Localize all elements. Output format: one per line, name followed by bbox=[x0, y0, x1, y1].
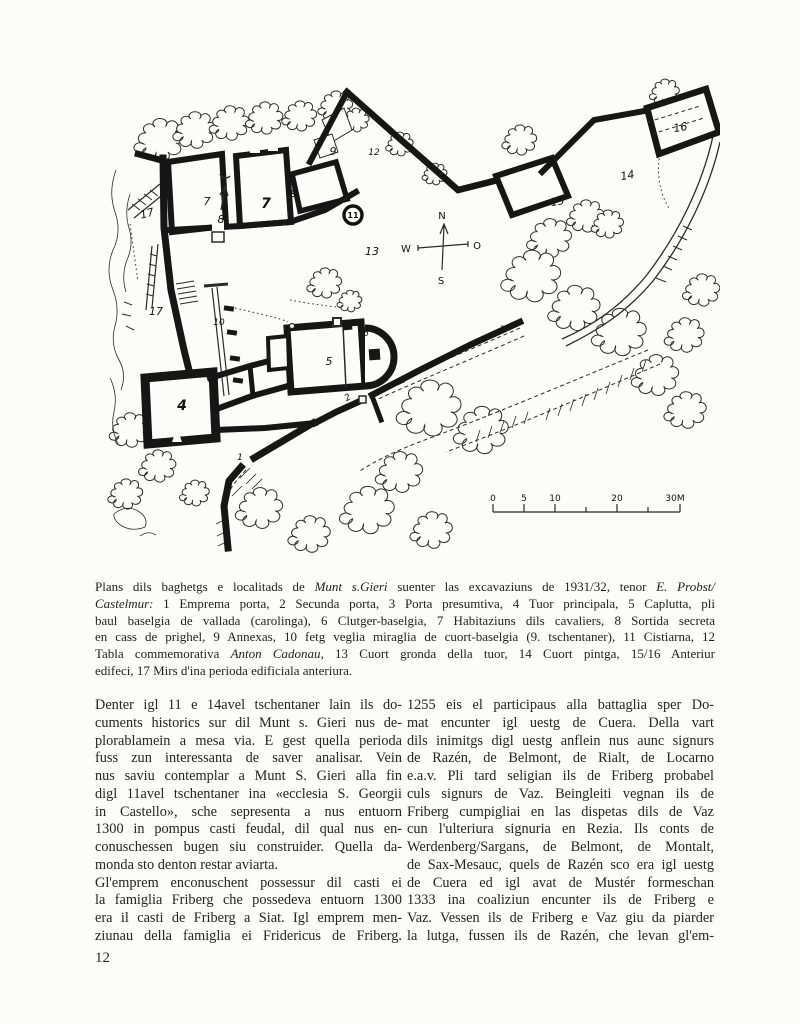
text-line: conuschessen bugen siu construider. Quella da- bbox=[95, 839, 402, 855]
site-plan-svg bbox=[100, 78, 720, 570]
label-exit-8: 8 bbox=[217, 213, 225, 226]
text-line: Plans dils baghetgs e localitads de Munt s.Gieri suenter las excavaziuns de 1931/32, tenor E. Probst/ bbox=[95, 579, 715, 594]
text-line: de Sax-Mesauc, quels de Razén sco era igl uestg bbox=[407, 856, 714, 873]
figure-caption bbox=[95, 579, 715, 680]
label-annex-9a: 9 bbox=[290, 187, 298, 200]
label-wall-17b: 17 bbox=[149, 305, 163, 318]
compass-east-label: O bbox=[473, 241, 481, 252]
compass-west-label: W bbox=[401, 244, 411, 255]
text-line: Vaz. Vessen ils de Friberg e Vaz giu da piarder bbox=[407, 910, 714, 926]
text-line: ziunau della famiglia ei Fridericus de Friberg. bbox=[95, 927, 402, 944]
label-court-14: 14 bbox=[619, 167, 636, 184]
scale-20-label: 20 bbox=[611, 494, 623, 504]
label-hab-7b: 7 bbox=[261, 196, 271, 212]
text-line: fuss zun interessanta de saver analisar. Vein bbox=[95, 750, 402, 767]
text-line: de Cuera ed igl avat de Mustér formeschan bbox=[407, 874, 714, 891]
scale-30-label: 30M bbox=[665, 494, 685, 504]
text-line: mat encunter igl uestg de Cuera. Della vart bbox=[407, 714, 714, 731]
text-line: Friberg cumpigliai en las dispetas dils de Vaz bbox=[407, 803, 714, 820]
text-line: de Razén, de Belmont, de Rialt, de Locarno bbox=[407, 750, 714, 767]
text-line: Gl'emprem enconuschent possessur dil casti ei bbox=[95, 874, 402, 891]
text-line: culs signurs de Vaz. Beingleiti vegnan ils de bbox=[407, 785, 714, 802]
label-gate-3: 3 bbox=[499, 325, 505, 335]
text-line: nus saviu contemplar a Munt S. Gieri alla fin bbox=[95, 768, 402, 784]
text-line: era il casti de Friberg a Siat. Igl emprem men- bbox=[95, 910, 402, 926]
body-column-right bbox=[407, 697, 714, 946]
text-line: Tabla commemorativa Anton Cadonau, 13 Cuort gronda della tuor, 14 Cuort pintga, 15/16 Anteriur bbox=[95, 646, 715, 662]
text-line: edifeci, 17 Mirs d'ina perioda edificiala anteriura. bbox=[95, 662, 353, 678]
scale-bar bbox=[490, 494, 684, 512]
text-line: en cass de prighel, 9 Annexas, 10 fetg veglia miraglia de cuort-baselgia (9. tschentaner), 11 Cistiarna, 12 bbox=[95, 629, 715, 645]
label-tabla-12: 12 bbox=[368, 148, 380, 158]
text-line: dils inimitgs digl uestg anflein nus aunc signurs bbox=[407, 732, 714, 749]
label-gate-1: 1 bbox=[237, 453, 243, 463]
text-line: cun l'ulteriura signuria en Rezia. Ils conts de bbox=[407, 821, 714, 838]
page-number: 12 bbox=[95, 950, 110, 966]
label-wall-10: 10 bbox=[213, 318, 225, 328]
site-plan-figure bbox=[100, 78, 720, 570]
label-gate-2: 2 bbox=[343, 392, 353, 405]
chapel-annex bbox=[268, 336, 289, 370]
scale-0-label: 0 bbox=[490, 494, 496, 504]
text-line: 1255 eis el participaus alla battaglia sper Do- bbox=[407, 697, 714, 713]
compass-rose bbox=[401, 211, 481, 287]
text-line: digl 11avel tschentaner ina «ecclesia S. Georgii bbox=[95, 785, 402, 802]
text-line: plorablamein a mesa via. E gest quella perioda bbox=[95, 732, 402, 749]
label-edifice-16: 16 bbox=[672, 119, 689, 136]
label-clutger-6: 6 bbox=[363, 329, 369, 339]
text-line: Werdenberg/Sargans, de Belmont, de Montalt, bbox=[407, 839, 714, 855]
text-line: la famiglia Friberg che possedeva entuorn 1300 bbox=[95, 892, 402, 909]
text-line: Castelmur: 1 Emprema porta, 2 Secunda porta, 3 Porta presumtiva, 4 Tuor principala, 5 Caplutta, pli bbox=[95, 595, 715, 611]
label-wall-17a: 17 bbox=[138, 205, 156, 222]
text-line: monda sto denton restar aviarta. bbox=[95, 856, 279, 873]
text-line: cuments historics sur dil Munt s. Gieri nus de- bbox=[95, 714, 402, 731]
compass-south-label: S bbox=[437, 276, 445, 287]
label-court-13: 13 bbox=[365, 245, 379, 258]
text-line: 1300 in pompus casti feudal, dil qual nus en- bbox=[95, 821, 402, 838]
building-7-east bbox=[236, 150, 291, 226]
text-line: e.a.v. Pli tard seligian ils de Friberg probabel bbox=[407, 768, 714, 784]
label-cistern-11: 11 bbox=[347, 211, 359, 220]
text-line: la lutga, fussen ils de Razén, che levan gl'em- bbox=[407, 927, 714, 944]
label-hab-7a: 7 bbox=[203, 195, 211, 208]
label-annex-9b: 9 bbox=[329, 145, 337, 158]
text-line: in Castello», sche sepresenta a nus entuorn bbox=[95, 803, 402, 820]
label-tower-4: 4 bbox=[177, 398, 187, 414]
label-chapel-5: 5 bbox=[325, 355, 333, 368]
text-line: baul baselgia de vallada (carolinga), 6 Clutger-baselgia, 7 Habitaziuns dils cavaliers, 8 Sortida secreta bbox=[95, 612, 715, 628]
label-edifice-15: 15 bbox=[549, 193, 566, 210]
text-line: 1333 ina coaliziun encunter ils de Friberg e bbox=[407, 892, 714, 909]
scale-10-label: 10 bbox=[549, 494, 561, 504]
compass-north-label: N bbox=[438, 211, 446, 222]
text-line: Denter igl 11 e 14avel tschentaner lain ils do- bbox=[95, 697, 402, 713]
scale-5-label: 5 bbox=[521, 494, 527, 504]
body-column-left bbox=[95, 697, 402, 946]
